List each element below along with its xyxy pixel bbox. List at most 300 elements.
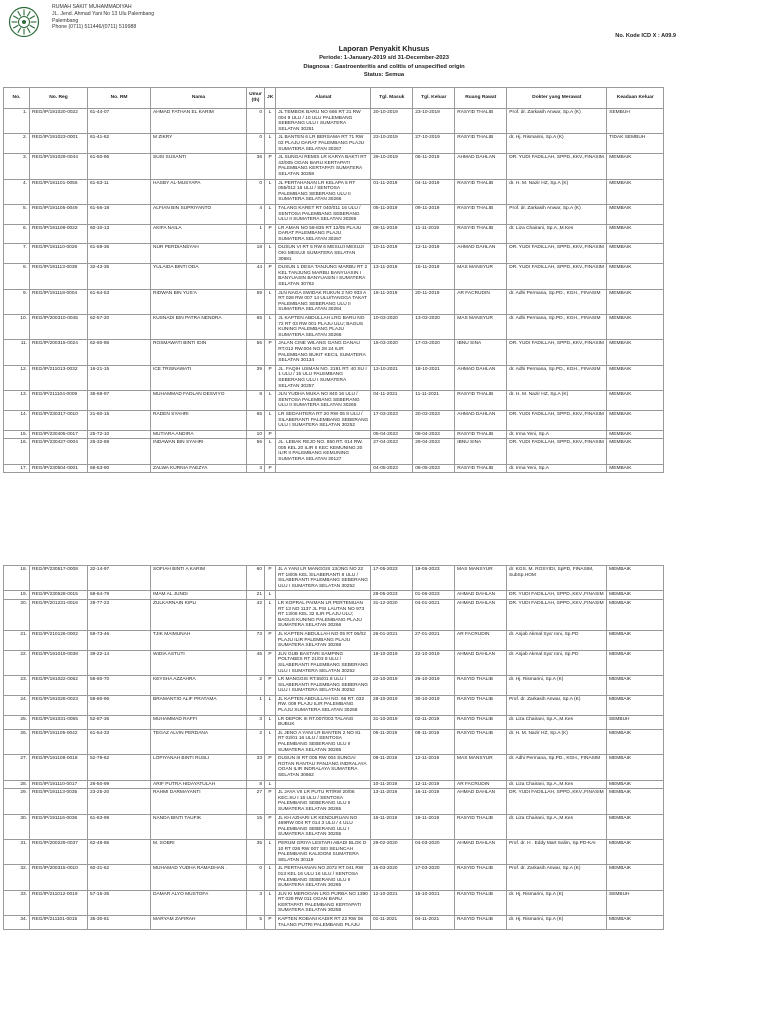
cell-norm: 61-64-53 — [88, 289, 151, 314]
cell-norm: 25-72-10 — [88, 430, 151, 439]
cell-keadaan: MEMBAIK — [607, 439, 664, 464]
cell-noreg: REG/IP/191108-0018 — [30, 755, 88, 780]
cell-norm: 60-31-62 — [88, 865, 151, 890]
cell-umur: 5 — [247, 916, 265, 930]
cell-no: 30. — [4, 814, 30, 839]
table-row — [4, 154, 664, 179]
cell-alamat: DUSUN 1 DESA TANJUNG MARBU RT 2 KEL TANJUNG MARBU BANYUASIN I BANYUASIN BANYUASIN I SUMATERA SELATAN 30762 — [276, 264, 371, 289]
cell-tgl-keluar: 30-10-2019 — [413, 695, 455, 715]
cell-norm: 35-30-81 — [88, 916, 151, 930]
cell-jk: P — [265, 755, 276, 780]
cell-no: 28. — [4, 780, 30, 789]
cell-tgl-masuk: 10-03-2020 — [371, 315, 413, 340]
cell-dokter: dr. Liza Chairani, Sp.A.,M.Kes — [507, 224, 607, 244]
cell-tgl-masuk: 10-11-2019 — [371, 780, 413, 789]
cell-jk: L — [265, 890, 276, 915]
cell-ruang: AHMAD DAHLAN — [455, 650, 507, 675]
cell-umur: 3 — [247, 715, 265, 729]
col-header-tgl-keluar: Tgl. Keluar — [413, 88, 455, 109]
cell-alamat: JL KH AZHARI LR KENDURUAN NO 469RW 004 RT 014 3 ULU / 4 ULU PALEMBANG SEBERANG ULU I SUMATERA SELATAN 30255 — [276, 814, 371, 839]
cell-norm: 21-60-15 — [88, 410, 151, 430]
cell-keadaan: MEMBAIK — [607, 789, 664, 814]
cell-norm: 61-44-07 — [88, 109, 151, 134]
cell-no: 24. — [4, 695, 30, 715]
table-row — [4, 650, 664, 675]
cell-keadaan: MEMBAIK — [607, 814, 664, 839]
cell-keadaan: MEMBAIK — [607, 289, 664, 314]
cell-tgl-masuk: 15-03-2020 — [371, 340, 413, 365]
cell-norm: 61-41-62 — [88, 134, 151, 154]
cell-jk: L — [265, 599, 276, 630]
cell-dokter: dr. Adhi Permana, Sp.PD., KGH., FINASIM — [507, 315, 607, 340]
cell-jk: L — [265, 591, 276, 600]
cell-tgl-keluar: 12-11-2019 — [413, 755, 455, 780]
cell-alamat: JLN KI MEROGAN LRG PURBA NO 1390 RT 029 RW 011 OGAN BARU KERTAPATI PALEMBANG KERTAPATI SUMATERA SELATAN 30258 — [276, 890, 371, 915]
cell-tgl-keluar: 04-11-2019 — [413, 179, 455, 204]
cell-ruang: AR FACRUDIN — [455, 780, 507, 789]
cell-tgl-masuk: 26-01-2021 — [371, 630, 413, 650]
cell-dokter: dr. Hj. Rismarini, Sp.A (K) — [507, 134, 607, 154]
cell-nama: AHMAD FATHAN EL KARIM — [151, 109, 247, 134]
cell-no: 26. — [4, 729, 30, 754]
cell-nama: MUTIARA ANDIRA — [151, 430, 247, 439]
cell-tgl-masuk: 05-04-2023 — [371, 430, 413, 439]
cell-alamat: JL SUNGAI REMIS LR KARYA BAKTI RT 43/005 OGAN BARU KERTAPATI PALEMBANG KERTAPATI SUMATERA SELATAN 30258 — [276, 154, 371, 179]
cell-dokter: Prof. dr. Zarkasih Anwar, Sp.A (K) — [507, 109, 607, 134]
cell-ruang: RASYID THALIB — [455, 814, 507, 839]
cell-no: 32. — [4, 865, 30, 890]
cell-no: 11. — [4, 340, 30, 365]
cell-jk: L — [265, 715, 276, 729]
cell-alamat: JL KAPTEN ABDULLAH LRG BARU NO 72 RT 03 RW 001 PLAJU ULU; BAGUS KUNING PALEMBANG PLAJU SUMATERA SELATAN 30266 — [276, 315, 371, 340]
cell-umur: 8 — [247, 391, 265, 411]
cell-nama: RAHMI DARMAYANTI — [151, 789, 247, 814]
cell-norm: 68-64-79 — [88, 591, 151, 600]
cell-no: 29. — [4, 789, 30, 814]
cell-keadaan: SEMBUH — [607, 890, 664, 915]
cell-tgl-masuk: 08-11-2019 — [371, 755, 413, 780]
table-row — [4, 109, 664, 134]
cell-norm: 56-60-70 — [88, 676, 151, 696]
cell-jk: P — [265, 154, 276, 179]
cell-tgl-masuk: 27-04-2023 — [371, 439, 413, 464]
cell-alamat: JL JENO A YANI LR BANTEN 2 NO 81 RT 02/01 16 ULU / SENTOSA PALEMBANG SEBERANG ULU II SUMATERA SELATAN 30265 — [276, 729, 371, 754]
cell-alamat: TALANG KARET RT 040/011 16 ULU / SENTOSA PALEMBANG SEBERANG ULU II SUMATERA SELATAN 30265 — [276, 204, 371, 224]
cell-noreg: REG/IP/191113-0035 — [30, 789, 88, 814]
cell-dokter: dr. Irma Yeni, Sp.A — [507, 430, 607, 439]
cell-umur: 35 — [247, 839, 265, 864]
cell-keadaan: MEMBAIK — [607, 729, 664, 754]
cell-tgl-keluar: 04-03-2020 — [413, 839, 455, 864]
cell-noreg: REG/IP/191019-0038 — [30, 650, 88, 675]
cell-no: 15. — [4, 430, 30, 439]
cell-ruang: RASYID THALIB — [455, 430, 507, 439]
cell-dokter: dr. H. M. Nazir HZ, Sp.A (K) — [507, 179, 607, 204]
cell-keadaan: MEMBAIK — [607, 566, 664, 591]
cell-tgl-keluar: 27-10-2019 — [413, 134, 455, 154]
cell-umur: 60 — [247, 566, 265, 591]
cell-no: 13. — [4, 391, 30, 411]
hospital-city: Palembang — [52, 17, 79, 24]
cell-ruang: RASYID THALIB — [455, 695, 507, 715]
cell-keadaan: MEMBAIK — [607, 599, 664, 630]
table-row — [4, 439, 664, 464]
table-row — [4, 916, 664, 930]
cell-ruang: MAS MANSYUR — [455, 315, 507, 340]
cell-noreg: REG/IP/200315-0010 — [30, 865, 88, 890]
cell-alamat: KAPTEN ROBANI KADIR RT 22 RW 06 TALANG PUTRI PALEMBANG PLAJU — [276, 916, 371, 930]
cell-no: 27. — [4, 755, 30, 780]
cell-jk: L — [265, 695, 276, 715]
cell-norm: 61-54-33 — [88, 729, 151, 754]
cell-ruang: AHMAD DAHLAN — [455, 244, 507, 264]
cell-noreg: REG/IP/191116-0036 — [30, 814, 88, 839]
cell-tgl-keluar: 22-10-2019 — [413, 650, 455, 675]
cell-noreg: REG/IP/191110-0026 — [30, 244, 88, 264]
cell-umur: 21 — [247, 591, 265, 600]
cell-tgl-masuk: 19-10-2019 — [371, 650, 413, 675]
cell-jk: L — [265, 109, 276, 134]
cell-dokter: dr. Hj. Rismarini, Sp.A (K) — [507, 676, 607, 696]
report-title: Laporan Penyakit Khusus — [338, 44, 430, 53]
cell-nama: KUSNADI BIN PATRA NENDRA — [151, 315, 247, 340]
hospital-phone: Phone (0711) 511446/(0711) 519988 — [52, 24, 137, 31]
cell-noreg: REG/IP/230528-0015 — [30, 591, 88, 600]
cell-nama: RADEN SYAHRI — [151, 410, 247, 430]
cell-alamat — [276, 464, 371, 473]
hospital-logo — [8, 6, 40, 38]
cell-dokter: DR. YUDI FADILLAH, SPPD.,KKV.,FINASIM — [507, 154, 607, 179]
cell-noreg: REG/IP/191031-0055 — [30, 715, 88, 729]
cell-dokter: dr. Adhi Permana, Sp.PD., KGH., FINASIM — [507, 365, 607, 390]
cell-jk: P — [265, 430, 276, 439]
cell-no: 1. — [4, 109, 30, 134]
cell-nama: DAMAR ALYO MUSTOFA — [151, 890, 247, 915]
cell-no: 2. — [4, 134, 30, 154]
cell-tgl-masuk: 29-02-2020 — [371, 839, 413, 864]
cell-jk: L — [265, 839, 276, 864]
cell-nama: RIDWAN BIN YUS'A — [151, 289, 247, 314]
cell-ruang: RASYID THALIB — [455, 890, 507, 915]
table-row — [4, 244, 664, 264]
table-row — [4, 464, 664, 473]
cell-norm: 52-79-62 — [88, 755, 151, 780]
cell-no: 16. — [4, 439, 30, 464]
cell-tgl-keluar: 11-11-2021 — [413, 391, 455, 411]
cell-tgl-masuk: 20-10-2019 — [371, 109, 413, 134]
cell-noreg: REG/IP/191105-0049 — [30, 204, 88, 224]
cell-alamat: LR DEPOK III RT.007/003 TALANG BUBUK — [276, 715, 371, 729]
table-row — [4, 839, 664, 864]
cell-tgl-keluar: 16-11-2019 — [413, 789, 455, 814]
cell-umur: 15 — [247, 814, 265, 839]
cell-tgl-keluar: 26-10-2019 — [413, 676, 455, 696]
table-row — [4, 566, 664, 591]
cell-norm: 32-14-97 — [88, 566, 151, 591]
cell-ruang: MAS MANSYUR — [455, 755, 507, 780]
cell-ruang: RASYID THALIB — [455, 729, 507, 754]
cell-ruang: MAS MANSYUR — [455, 264, 507, 289]
cell-alamat: JL A YANI LR MANGGIS 13/JNG NO 22 RT 18/05 KEL SILABERANTI 8 ULU / SILABERANTI PALEMBANG SEBERANG ULU I SUMATERA SELATAN 30252 — [276, 566, 371, 591]
cell-noreg: REG/IP/201231-0016 — [30, 599, 88, 630]
cell-dokter: DR. YUDI FADILLAH, SPPD.,KKV.,FINASIM — [507, 789, 607, 814]
cell-no: 21. — [4, 630, 30, 650]
cell-jk: L — [265, 315, 276, 340]
table-row — [4, 224, 664, 244]
cell-noreg: REG/IP/200310-0045 — [30, 315, 88, 340]
cell-tgl-keluar: 04-01-2021 — [413, 599, 455, 630]
cell-jk: P — [265, 650, 276, 675]
cell-noreg: REG/IP/191022-0052 — [30, 676, 88, 696]
cell-dokter: dr. KGS. M. ROSYIDI, SpPD, FINASIM, SubSp.HOM — [507, 566, 607, 591]
table-row — [4, 591, 664, 600]
cell-keadaan: MEMBAIK — [607, 315, 664, 340]
cell-norm: 68-53-90 — [88, 464, 151, 473]
cell-no: 17. — [4, 464, 30, 473]
cell-tgl-masuk: 13-11-2019 — [371, 789, 413, 814]
cell-umur: 1 — [247, 695, 265, 715]
cell-jk: P — [265, 789, 276, 814]
cell-noreg: REG/IP/191028-0023 — [30, 695, 88, 715]
cell-noreg: REG/IP/210126-0002 — [30, 630, 88, 650]
cell-tgl-keluar: 08-04-2023 — [413, 430, 455, 439]
cell-tgl-keluar: 12-11-2019 — [413, 780, 455, 789]
cell-keadaan: MEMBAIK — [607, 676, 664, 696]
cell-tgl-keluar: 23-10-2019 — [413, 109, 455, 134]
col-header-tgl-masuk: Tgl. Masuk — [371, 88, 413, 109]
cell-nama: LOPIYANAH BINTI RUSLI — [151, 755, 247, 780]
cell-nama: WIDIA ASTUTI — [151, 650, 247, 675]
cell-dokter: dr. Hj. Rismarini, Sp.A (K) — [507, 916, 607, 930]
cell-keadaan: TIDAK SEMBUH — [607, 134, 664, 154]
cell-tgl-masuk: 01-11-2021 — [371, 916, 413, 930]
cell-noreg: REG/IP/211013-0032 — [30, 365, 88, 390]
report-table-page-1 — [3, 87, 664, 473]
cell-alamat: JL. LEBAK REJO NO. 850 RT. 014 RW. 005 KEL 20 ILIR II KEC KEMUNING 20 ILIR II PALEMBANG KEMUNING SUMATERA SELATAN 30127 — [276, 439, 371, 464]
cell-noreg: REG/IP/191029-0044 — [30, 154, 88, 179]
cell-norm: 39-22-14 — [88, 650, 151, 675]
cell-umur: 65 — [247, 410, 265, 430]
cell-jk: L — [265, 439, 276, 464]
cell-norm: 61-53-11 — [88, 179, 151, 204]
cell-jk: P — [265, 340, 276, 365]
cell-norm: 32-43-35 — [88, 264, 151, 289]
cell-jk: L — [265, 289, 276, 314]
cell-nama: TEGAZ ALVIN PERDANA — [151, 729, 247, 754]
cell-tgl-masuk: 04-05-2023 — [371, 464, 413, 473]
cell-jk: P — [265, 676, 276, 696]
col-header-nama: Nama — [151, 88, 247, 109]
cell-keadaan: MEMBAIK — [607, 755, 664, 780]
table-row — [4, 755, 664, 780]
cell-tgl-keluar: 20-11-2019 — [413, 289, 455, 314]
col-header-umur: Umur (th) — [247, 88, 265, 109]
cell-tgl-masuk: 31-12-2020 — [371, 599, 413, 630]
cell-keadaan: MEMBAIK — [607, 204, 664, 224]
cell-norm: 59-73-46 — [88, 630, 151, 650]
cell-jk: L — [265, 410, 276, 430]
cell-ruang: RASYID THALIB — [455, 179, 507, 204]
cell-tgl-keluar: 17-03-2020 — [413, 340, 455, 365]
cell-nama: NANDA BINTI TAUFIK — [151, 814, 247, 839]
cell-nama: IMAM AL JUNDI — [151, 591, 247, 600]
cell-tgl-keluar: 12-11-2019 — [413, 244, 455, 264]
cell-dokter: dr. Liza Chairani, Sp.A.,M.Kes — [507, 715, 607, 729]
cell-alamat — [276, 591, 371, 600]
cell-noreg: REG/IP/211101-0015 — [30, 916, 88, 930]
cell-umur: 0 — [247, 179, 265, 204]
cell-tgl-keluar: 02-11-2019 — [413, 715, 455, 729]
cell-ruang: RASYID THALIB — [455, 204, 507, 224]
cell-umur: 56 — [247, 340, 265, 365]
cell-jk: P — [265, 814, 276, 839]
cell-alamat: JALAN CINE WILANG GANG DANAU RT.012 RW.004 NO 28 24 ILIR PALEMBANG BUKIT KECIL SUMATERA SELATAN 30134 — [276, 340, 371, 365]
cell-keadaan: MEMBAIK — [607, 591, 664, 600]
cell-tgl-keluar: 15-10-2021 — [413, 890, 455, 915]
col-header-alamat: Alamat — [276, 88, 371, 109]
cell-ruang: RASYID THALIB — [455, 224, 507, 244]
cell-ruang: RASYID THALIB — [455, 916, 507, 930]
cell-tgl-masuk: 01-11-2019 — [371, 179, 413, 204]
cell-jk: L — [265, 729, 276, 754]
cell-umur: 18 — [247, 244, 265, 264]
cell-noreg: REG/IP/191118-0004 — [30, 289, 88, 314]
col-header-keadaan: Keadaan Keluar — [607, 88, 664, 109]
cell-tgl-masuk: 18-11-2019 — [371, 289, 413, 314]
cell-tgl-masuk: 15-03-2020 — [371, 865, 413, 890]
cell-nama: ALFIAN BIN SUPRIYANTO — [151, 204, 247, 224]
cell-ruang: AHMAD DAHLAN — [455, 839, 507, 864]
cell-ruang: RASYID THALIB — [455, 391, 507, 411]
cell-alamat: JL. FAQIH USMAN NO. 2191 RT. 40 SU I 1 ULU / 15 ULU PALEMBANG SEBERANG ULU I SUMATERA SELATAN 30257 — [276, 365, 371, 390]
cell-ruang: AHMAD DAHLAN — [455, 410, 507, 430]
cell-tgl-masuk: 13-11-2019 — [371, 264, 413, 289]
col-header-dokter: Dokter yang Merawat — [507, 88, 607, 109]
cell-noreg: REG/IP/230317-0010 — [30, 410, 88, 430]
cell-no: 7. — [4, 244, 30, 264]
cell-keadaan: MEMBAIK — [607, 264, 664, 289]
cell-norm: 61-63-99 — [88, 814, 151, 839]
cell-dokter: dr. Liza Chairani, Sp.A.,M.Kes — [507, 780, 607, 789]
cell-nama: YULAIDA BINTI ODA — [151, 264, 247, 289]
cell-noreg: REG/IP/200315-0024 — [30, 340, 88, 365]
cell-tgl-keluar: 08-11-2019 — [413, 729, 455, 754]
cell-alamat: JL JAYA VII LR PUTU RT/RW 20/06 KEC.SU I 16 ULU / SENTOSA PALEMBANG SEBERANG ULU II SUMATERA SELATAN 30265 — [276, 789, 371, 814]
cell-umur: 27 — [247, 789, 265, 814]
cell-nama: ROSMAWATI BINTI IDIN — [151, 340, 247, 365]
page-break — [0, 536, 768, 562]
cell-norm: 23-25-20 — [88, 789, 151, 814]
cell-dokter: dr. Anjab Akmal Sya' roni, Sp.PD — [507, 650, 607, 675]
cell-alamat: LR KOPRAL PAIMAN LR PERTEMUAN RT 13 NO 1137 JL PSI LAUTAN NO 973 RT 13/06 KEL 32 ILIR PLAJU ULU; BAGUS KUNING PALEMBANG PLAJU SUMATERA SELATAN 30266 — [276, 599, 371, 630]
cell-umur: 4 — [247, 204, 265, 224]
cell-norm: 58-80-96 — [88, 695, 151, 715]
cell-keadaan: MEMBAIK — [607, 224, 664, 244]
cell-nama: SUSI SUSANTI — [151, 154, 247, 179]
cell-tgl-masuk: 05-11-2019 — [371, 729, 413, 754]
cell-no: 34. — [4, 916, 30, 930]
cell-alamat: DUSUN VI RT 5 RW 6 MESUJI MESUJI OKI MESUJI SUMATERA SELATAN 30681 — [276, 244, 371, 264]
cell-dokter: dr. Hj. Rismarini, Sp.A (K) — [507, 890, 607, 915]
cell-norm: 60-10-13 — [88, 224, 151, 244]
cell-dokter: Prof. dr. Zarkasih Anwar, Sp.A (K) — [507, 865, 607, 890]
cell-nama: KEYSHA AZZAHRA — [151, 676, 247, 696]
cell-tgl-keluar: 17-03-2020 — [413, 865, 455, 890]
cell-nama: TJIK MAIMUNAH — [151, 630, 247, 650]
table-row — [4, 179, 664, 204]
cell-tgl-keluar: 09-11-2019 — [413, 204, 455, 224]
table-row — [4, 729, 664, 754]
cell-alamat: JL KAPTEN ABDULLAH NO 05 RT 06/02 PLAJU ILIR PALEMBANG PLAJU SUMATERA SELATAN 30268 — [276, 630, 371, 650]
cell-noreg: REG/IP/230427-0004 — [30, 439, 88, 464]
cell-umur: 59 — [247, 289, 265, 314]
cell-ruang: AHMAD DAHLAN — [455, 789, 507, 814]
cell-dokter: DR. YUDI FADILLAH, SPPD.,KKV.,FINASIM — [507, 439, 607, 464]
cell-no: 5. — [4, 204, 30, 224]
cell-alamat: LR AMAN NO 58-835 RT 12/05 PLAJU DARAT PALEMBANG PLAJU SUMATERA SELATAN 30267 — [276, 224, 371, 244]
cell-jk: P — [265, 630, 276, 650]
cell-noreg: REG/IP/211104-0009 — [30, 391, 88, 411]
cell-alamat: DUSUN III RT 005 RW 004 SUNGAI ROTAN RANTAU PANJANG INDRALAYA OGAN ILIR INDRALAYA SUMATERA SELATAN 30662 — [276, 755, 371, 780]
cell-noreg: REG/IP/230504-0001 — [30, 464, 88, 473]
cell-nama: MUHAMMAD FADLAN DESVIYO — [151, 391, 247, 411]
cell-tgl-keluar: 18-10-2021 — [413, 365, 455, 390]
cell-keadaan: MEMBAIK — [607, 391, 664, 411]
cell-ruang: AHMAD DAHLAN — [455, 591, 507, 600]
cell-jk: L — [265, 865, 276, 890]
cell-noreg: REG/IP/191101-0056 — [30, 179, 88, 204]
cell-dokter: DR. YUDI FADILLAH, SPPD.,KKV.,FINASIM — [507, 340, 607, 365]
table-row — [4, 890, 664, 915]
table-row — [4, 340, 664, 365]
table-row — [4, 865, 664, 890]
cell-tgl-masuk: 28-10-2019 — [371, 695, 413, 715]
cell-dokter: dr. Irma Yeni, Sp.A — [507, 464, 607, 473]
cell-ruang: MAS MANSYUR — [455, 566, 507, 591]
cell-umur: 8 — [247, 780, 265, 789]
cell-keadaan: MEMBAIK — [607, 916, 664, 930]
cell-no: 9. — [4, 289, 30, 314]
cell-tgl-masuk: 08-11-2019 — [371, 224, 413, 244]
table-row — [4, 365, 664, 390]
cell-no: 31. — [4, 839, 30, 864]
cell-nama: ZALWA KURNIA FAEZYA — [151, 464, 247, 473]
cell-dokter: DR. YUDI FADILLAH, SPPD.,KKV.,FINASIM — [507, 599, 607, 630]
cell-nama: SOFIAH BINTI A KARIM — [151, 566, 247, 591]
cell-no: 23. — [4, 676, 30, 696]
cell-ruang: AHMAD DAHLAN — [455, 154, 507, 179]
cell-nama: INDAWAN BIN SYAHRI — [151, 439, 247, 464]
cell-tgl-keluar: 04-11-2021 — [413, 916, 455, 930]
cell-nama: MUHAMAD YUDHA RAMADHAN . — [151, 865, 247, 890]
cell-jk: L — [265, 204, 276, 224]
table-row — [4, 676, 664, 696]
cell-keadaan: MEMBAIK — [607, 839, 664, 864]
cell-no: 19. — [4, 591, 30, 600]
cell-tgl-masuk: 22-10-2019 — [371, 676, 413, 696]
cell-tgl-keluar: 01-06-2023 — [413, 591, 455, 600]
cell-jk: P — [265, 224, 276, 244]
cell-no: 6. — [4, 224, 30, 244]
cell-no: 4. — [4, 179, 30, 204]
cell-jk: L — [265, 179, 276, 204]
cell-no: 10. — [4, 315, 30, 340]
cell-dokter: Prof. dr. Zarkasih Anwar, Sp.A (K) — [507, 695, 607, 715]
cell-dokter: dr. Adhi Permana, Sp.PD., KGH., FINASIM — [507, 289, 607, 314]
report-status: Status: Semua — [363, 72, 405, 78]
cell-ruang: RASYID THALIB — [455, 715, 507, 729]
cell-tgl-masuk: 04-11-2021 — [371, 391, 413, 411]
